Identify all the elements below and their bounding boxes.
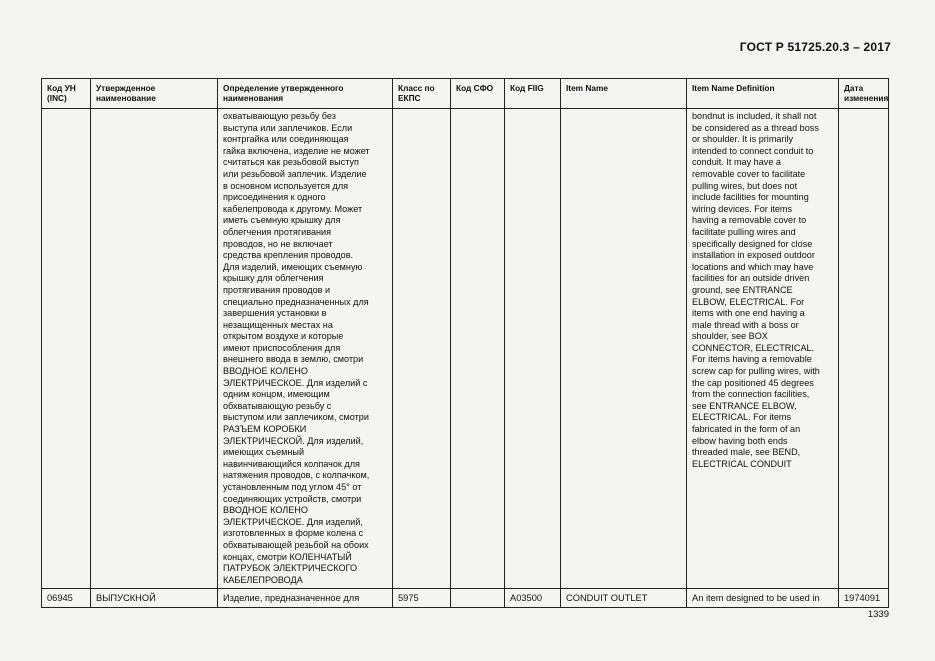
cell-definition-ru: Изделие, предназначенное для bbox=[218, 589, 393, 608]
table-header-row bbox=[42, 79, 889, 109]
header-approved-name: Утвержденное наименование bbox=[91, 79, 218, 109]
catalog-table bbox=[41, 78, 889, 608]
page-number: 1339 bbox=[867, 609, 889, 620]
cell-sfo bbox=[451, 589, 505, 608]
cell-definition-ru: охватывающую резьбу без выступа или заплечиков. Если контргайка или соединяющая гайка включена, изделие не может считаться как резьбовой выступ или резьбовой заплечик. Изделие в основном используется для присоединения к одного кабелепровода к другому. Может иметь съемную крышку для облегчения протягивания проводов, но не включает средства крепления проводов. Для изделий, имеющих съемную крышку для облегчения протягивания проводов и специально предназначенных для завершения установки в незащищенных местах на открытом воздухе и которые имеют приспособления для внешнего ввода в землю, смотри ВВОДНОЕ КОЛЕНО ЭЛЕКТРИЧЕСКОЕ. Для изделий с одним концом, имеющим обхватывающую резьбу с выступом или заплечиком, смотри РАЗЪЕМ КОРОБКИ ЭЛЕКТРИЧЕСКОЙ. Для изделий, имеющих съемный навинчивающийся колпачок для натяжения проводов, с колпачком, установленным под углом 45° от соединяющих устройств, смотри ВВОДНОЕ КОЛЕНО ЭЛЕКТРИЧЕСКОЕ. Для изделий, изготовленных в форме колена с обхватывающей резьбой на обоих концах, смотри КОЛЕНЧАТЫЙ ПАТРУБОК ЭЛЕКТРИЧЕСКОГО КАБЕЛЕПРОВОДА bbox=[218, 109, 393, 589]
cell-definition-en: bondnut is included, it shall not be considered as a thread boss or shoulder. It is primarily intended to connect conduit to conduit. It may have a removable cover to facilitate pulling wires, but does not include facilities for mounting wiring devices. For items having a removable cover to facilitate pulling wires and specifically designed for close installation in exposed outdoor locations and which may have facilities for an outside driven ground, see ENTRANCE ELBOW, ELECTRICAL. For items with one end having a male thread with a boss or shoulder, see BOX CONNECTOR, ELECTRICAL. For items having a removable screw cap for pulling wires, with the cap positioned 45 degrees from the connection facilities, see ENTRANCE ELBOW, ELECTRICAL. For items fabricated in the form of an elbow having both ends threaded male, see BEND, ELECTRICAL CONDUIT bbox=[687, 109, 839, 589]
header-change-date: Дата изменения bbox=[839, 79, 889, 109]
cell-ekps: 5975 bbox=[393, 589, 451, 608]
header-definition: Определение утвержденного наименования bbox=[218, 79, 393, 109]
cell-item-name: CONDUIT OUTLET bbox=[561, 589, 687, 608]
cell-inc: 06945 bbox=[42, 589, 91, 608]
cell-approved-name: ВЫПУСКНОЙ bbox=[91, 589, 218, 608]
cell-ekps bbox=[393, 109, 451, 589]
header-ekps-class: Класс по ЕКПС bbox=[393, 79, 451, 109]
cell-inc bbox=[42, 109, 91, 589]
cell-item-name bbox=[561, 109, 687, 589]
cell-fiig bbox=[505, 109, 561, 589]
cell-date: 1974091 bbox=[839, 589, 889, 608]
header-inc: Код УН (INC) bbox=[42, 79, 91, 109]
cell-definition-en: An item designed to be used in bbox=[687, 589, 839, 608]
cell-date bbox=[839, 109, 889, 589]
header-sfo-code: Код СФО bbox=[451, 79, 505, 109]
header-item-name-definition: Item Name Definition bbox=[687, 79, 839, 109]
table-row bbox=[42, 589, 889, 608]
cell-sfo bbox=[451, 109, 505, 589]
document-standard-title: ГОСТ Р 51725.20.3 – 2017 bbox=[739, 40, 891, 54]
table-row bbox=[42, 109, 889, 589]
cell-fiig: A03500 bbox=[505, 589, 561, 608]
header-fiig-code: Код FIIG bbox=[505, 79, 561, 109]
header-item-name: Item Name bbox=[561, 79, 687, 109]
cell-approved-name bbox=[91, 109, 218, 589]
